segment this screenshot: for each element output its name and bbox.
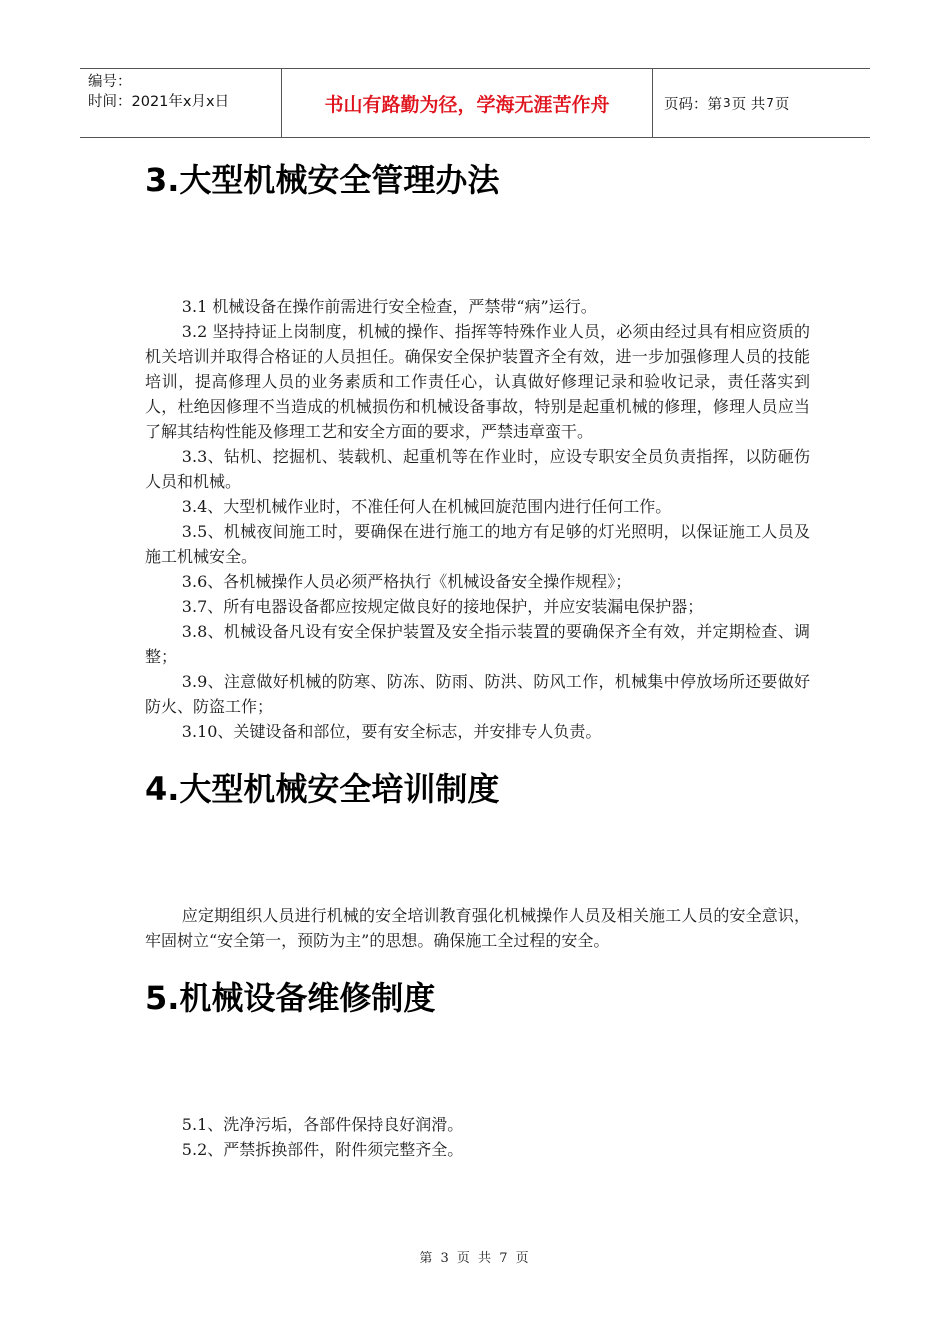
page-footer: 第 3 页 共 7 页 [419, 1251, 531, 1266]
paragraph: 应定期组织人员进行机械的安全培训教育强化机械操作人员及相关施工人员的安全意识，牢固树立“安全第一，预防为主”的思想。确保施工全过程的安全。 [145, 906, 810, 950]
paragraph: 3.8、机械设备凡设有安全保护装置及安全指示装置的要确保齐全有效，并定期检查、调整； [145, 622, 810, 666]
section-title: 4.大型机械安全培训制度 [145, 770, 500, 808]
page-total: 7 [766, 96, 774, 110]
document-number-label: 编号： [88, 74, 132, 90]
paragraph: 3.3、钻机、挖掘机、装载机、起重机等在作业时，应设专职安全员负责指挥，以防砸伤人员和机械。 [145, 447, 810, 491]
paragraph: 5.1、洗净污垢，各部件保持良好润滑。 [181, 1115, 464, 1134]
paragraph: 3.9、注意做好机械的防寒、防冻、防雨、防洪、防风工作，机械集中停放场所还要做好防火、防盗工作； [145, 672, 810, 716]
page-mid-label: 页 共 [731, 96, 766, 113]
paragraph: 3.2 坚持持证上岗制度，机械的操作、指挥等特殊作业人员，必须由经过具有相应资质的机关培训并取得合格证的人员担任。确保安全保护装置齐全有效，进一步加强修理人员的技能培训，提高修理人员的业务素质和工作责任心，认真做好修理记录和验收记录，责任落实到人，杜绝因修理不当造成的机械损伤和机械设备事故，特别是起重机械的修理，修理人员应当了解其结构性能及修理工艺和安全方面的要求，严禁违章蛮干。 [145, 322, 810, 441]
page-label: 页码：第 [664, 96, 722, 113]
paragraph: 5.2、严禁拆换部件，附件须完整齐全。 [181, 1140, 464, 1159]
page-end-label: 页 [774, 96, 790, 113]
header-meta [80, 69, 282, 137]
paragraph: 3.5、机械夜间施工时，要确保在进行施工的地方有足够的灯光照明，以保证施工人员及施工机械安全。 [145, 522, 810, 566]
section-title: 5.机械设备维修制度 [145, 979, 436, 1017]
paragraph: 3.7、所有电器设备都应按规定做良好的接地保护，并应安装漏电保护器； [181, 597, 704, 616]
document-body [145, 150, 810, 1162]
section-4 [145, 759, 810, 953]
page-header [80, 68, 870, 138]
document-time-label: 时间：2021年x月x日 [88, 94, 230, 110]
header-motto: 书山有路勤为径，学海无涯苦作舟 [282, 69, 653, 137]
paragraph: 3.6、各机械操作人员必须严格执行《机械设备安全操作规程》； [181, 572, 632, 591]
paragraph: 3.4、大型机械作业时，不准任何人在机械回旋范围内进行任何工作。 [181, 497, 672, 516]
paragraph: 3.1 机械设备在操作前需进行安全检查，严禁带“病”运行。 [181, 297, 597, 316]
paragraph: 3.10、关键设备和部位，要有安全标志，并安排专人负责。 [181, 722, 602, 741]
header-page-info [653, 69, 870, 137]
section-5 [145, 968, 810, 1162]
section-3 [145, 150, 810, 744]
page-number: 3 [723, 96, 731, 110]
section-title: 3.大型机械安全管理办法 [145, 161, 500, 199]
